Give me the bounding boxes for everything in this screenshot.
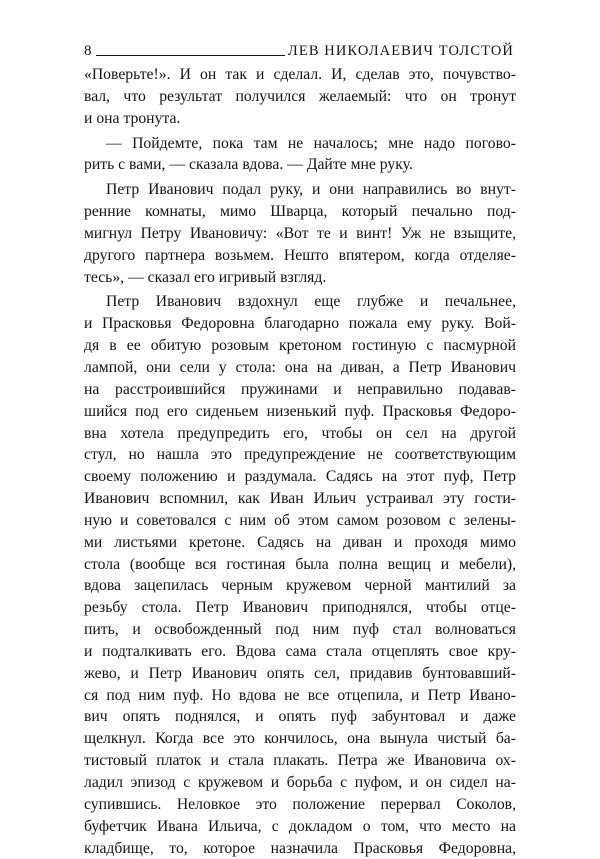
- text-line: тесь», — сказал его игривый взгляд.: [84, 268, 327, 286]
- body-text: [84, 64, 516, 859]
- text-line: резьбу стола. Петр Иванович приподнялся, чтобы отце-: [84, 599, 516, 617]
- paragraph: [84, 64, 516, 130]
- text-line: супившись. Неловкое это положение перервал Соколов,: [84, 795, 516, 813]
- text-line: вич опять поднялся, и опять пуф забунтовал и даже: [84, 708, 516, 726]
- text-line: ладил эпизод с кружевом и борьба с пуфом, и он сидел на-: [84, 774, 516, 791]
- text-line: «Поверьте!». И он так и сделал. И, сделав это, почувство-: [84, 66, 516, 83]
- text-line: Иванович вспомнил, как Иван Ильич устраивал эту гости-: [84, 490, 516, 508]
- text-line: жево, и Петр Иванович опять сел, придавив бунтовавший-: [84, 664, 516, 682]
- running-header: [84, 36, 514, 60]
- text-line: и Прасковья Федоровна благодарно пожала ему руку. Вой-: [84, 315, 516, 333]
- text-line: шийся под его сиденьем низенький пуф. Прасковья Федоро-: [84, 402, 516, 420]
- text-line: Петр Иванович вздохнул еще глубже и печальнее,: [106, 293, 516, 311]
- text-line: вдова зацепилась черным кружевом черной мантилий за: [84, 577, 516, 595]
- paragraph: [84, 133, 516, 177]
- text-line: щелкнул. Когда все это кончилось, она вынула чистый ба-: [84, 730, 516, 748]
- header-rule: [96, 55, 285, 56]
- text-line: ную и советовался с ним об этом самом розовом с зелены-: [84, 511, 516, 529]
- text-line: вал, что результат получился желаемый: что он тронут: [84, 87, 516, 105]
- text-line: дя в ее обитую розовым кретоном гостиную с пасмурной: [84, 337, 516, 355]
- text-line: Петр Иванович подал руку, и они направились во внут-: [106, 181, 516, 199]
- text-line: ся под ним пуф. Но вдова не все отцепила, и Петр Ивано-: [84, 686, 516, 704]
- text-line: и она тронута.: [84, 109, 181, 127]
- text-line: кладбище, то, которое назначила Прасковья Федоровна,: [84, 839, 516, 857]
- text-line: и подталкивать его. Вдова сама стала отцеплять свое кру-: [84, 642, 516, 660]
- text-line: на расстроившийся пружинами и неправильно подавав-: [84, 380, 516, 398]
- text-line: стул, но нашла это предупреждение не соответствующим: [84, 446, 516, 464]
- text-line: лампой, они сели у стола: она на диван, а Петр Иванович: [84, 358, 516, 376]
- text-line: ренние комнаты, мимо Шварца, который печально под-: [84, 203, 516, 221]
- text-line: буфетчик Ивана Ильича, с докладом о том, что место на: [84, 817, 516, 835]
- text-line: рить с вами, — сказала вдова. — Дайте мне руку.: [84, 156, 413, 174]
- text-line: вна хотела предупредить его, чтобы он сел на другой: [84, 424, 516, 442]
- text-line: пить, и освобожденный под ним пуф стал волноваться: [84, 621, 516, 639]
- text-line: своему положению и раздумала. Садясь на этот пуф, Петр: [84, 468, 516, 486]
- text-line: мигнул Петру Ивановичу: «Вот те и винт! Уж не взыщите,: [84, 224, 516, 242]
- text-line: тистовый платок и стала плакать. Петра же Ивановича ох-: [84, 752, 516, 770]
- page-number: 8: [84, 43, 92, 59]
- text-line: другого партнера возьмем. Нешто впятером, когда отделяе-: [84, 246, 516, 264]
- text-line: стола (вообще вся гостиная была полна вещиц и мебели),: [84, 555, 516, 573]
- paragraph: [84, 179, 516, 288]
- text-line: — Пойдемте, пока там не началось; мне надо погово-: [106, 134, 516, 152]
- paragraph: [84, 291, 516, 859]
- text-line: ми листьями кретоне. Садясь на диван и проходя мимо: [84, 533, 516, 551]
- running-title: ЛЕВ НИКОЛАЕВИЧ ТОЛСТОЙ: [287, 43, 514, 59]
